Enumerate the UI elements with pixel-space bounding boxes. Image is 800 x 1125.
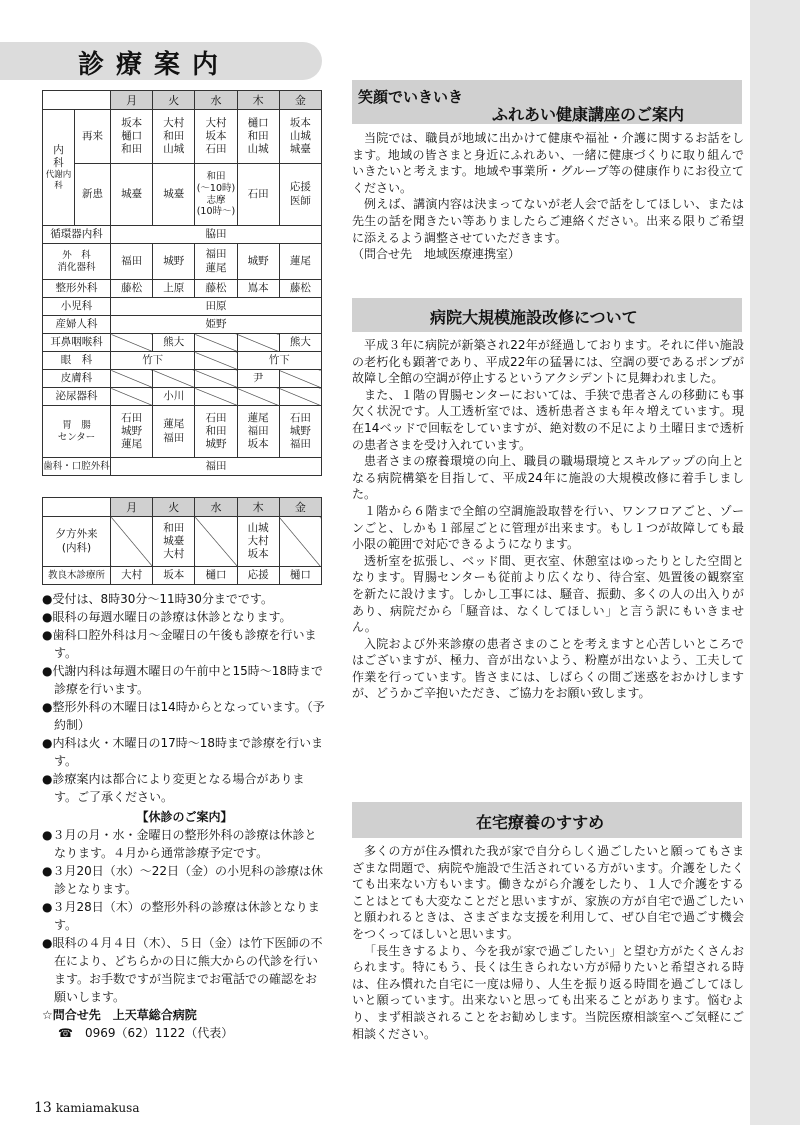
note-item: ●内科は火・木曜日の17時～18時まで診療を行います。 <box>42 736 324 768</box>
schedule-cell: 大村 <box>111 567 153 585</box>
schedule-cell: 石田 城野 福田 <box>279 406 321 458</box>
day-header: 金 <box>279 91 321 110</box>
closed-cell <box>111 370 153 388</box>
row-label: 泌尿器科 <box>43 388 111 406</box>
contact-line: ☆問合せ先 上天草総合病院 <box>42 1008 197 1022</box>
notes-list <box>42 590 327 806</box>
schedule-cell: 石田 <box>237 164 279 226</box>
schedule-cell: 福田 <box>111 244 153 280</box>
shinkan-label: 新患 <box>75 164 111 226</box>
note-item: ●代謝内科は毎週木曜日の午前中と15時～18時まで診療を行います。 <box>42 664 324 696</box>
closed-cell <box>195 334 237 352</box>
naika-main: 内 科 <box>53 143 75 169</box>
note-item: ●受付は、8時30分～11時30分までです。 <box>42 592 273 606</box>
schedule-cell: 大村 和田 山城 <box>153 110 195 164</box>
closed-cell <box>237 388 279 406</box>
article1-contact: （問合せ先 地域医療連携室） <box>352 247 521 262</box>
schedule-cell: 城臺 <box>153 164 195 226</box>
day-header: 水 <box>195 91 237 110</box>
article2-paragraph: 入院および外来診療の患者さまのことを考えますと心苦しいところではございますが、極力、音が出ないよう、粉塵が出ないよう、工夫して作業を行っています。皆さまには、しばらくの間ご迷惑をおかけしますが、どうかご辛抱いただき、ご協力をお願い致します。 <box>352 636 744 701</box>
page-footer <box>34 1100 139 1116</box>
schedule-cell: 蓮尾 福田 坂本 <box>237 406 279 458</box>
schedule-cell: 上原 <box>153 280 195 298</box>
closed-cell <box>111 388 153 406</box>
holiday-item: ●３月の月・水・金曜日の整形外科の診療は休診となります。４月から通常診療予定です。 <box>42 828 317 860</box>
schedule-cell: 石田 城野 蓮尾 <box>111 406 153 458</box>
header-blank <box>43 498 111 517</box>
page-number: 13 <box>34 1100 52 1116</box>
schedule-cell: 山城 大村 坂本 <box>237 517 279 567</box>
holiday-item: ●３月28日（木）の整形外科の診療は休診となります。 <box>42 900 320 932</box>
phone-line: ☎ 0969（62）1122（代表） <box>58 1026 234 1040</box>
day-header: 金 <box>279 498 321 517</box>
schedule-cell: 福田 <box>111 458 322 476</box>
row-label: 整形外科 <box>43 280 111 298</box>
row-label: 眼 科 <box>43 352 111 370</box>
article1-title-line1: 笑顔でいきいき <box>358 88 464 106</box>
schedule-cell: 藤松 <box>111 280 153 298</box>
schedule-cell: 応援 <box>237 567 279 585</box>
article1-paragraph: 当院では、職員が地域に出かけて健康や福祉・介護に関するお話をします。地域の皆さまと身近にふれあい、一緒に健康づくりに取り組んでいきたいと考えます。地域や事業所・グループ等の健康作りにお役立てください。 <box>352 131 744 195</box>
row-label: 外 科 消化器科 <box>43 244 111 280</box>
day-header: 月 <box>111 91 153 110</box>
schedule-cell: 田原 <box>111 298 322 316</box>
schedule-cell: 城野 <box>153 244 195 280</box>
schedule-cell: 脇田 <box>111 226 322 244</box>
closed-cell <box>195 370 237 388</box>
schedule-cell: 大村 坂本 石田 <box>195 110 237 164</box>
evening-schedule-table <box>42 497 322 585</box>
schedule-cell: 姫野 <box>111 316 322 334</box>
schedule-cell: 城野 <box>237 244 279 280</box>
closed-cell <box>237 334 279 352</box>
holiday-item: ●眼科の４月４日（木）、５日（金）は竹下医師の不在により、どちらかの日に熊大からの代診を行います。お手数ですが当院までお電話での確認をお願いします。 <box>42 936 323 1004</box>
schedule-cell: 坂本 山城 城臺 <box>279 110 321 164</box>
schedule-cell: 藤松 <box>195 280 237 298</box>
schedule-cell: 蓮尾 福田 <box>153 406 195 458</box>
closed-cell <box>195 352 237 370</box>
day-header: 月 <box>111 498 153 517</box>
article2-paragraph: 平成３年に病院が新築され22年が経過しております。それに伴い施設の老朽化も顕著であり、平成22年の猛暑には、空調の要であるポンプが故障し全館の空調が停止するというアクシデントに見舞われました。 <box>352 338 744 386</box>
article2-body <box>352 337 744 702</box>
schedule-cell: 樋口 <box>279 567 321 585</box>
closed-cell <box>195 388 237 406</box>
article1-paragraph: 例えば、講演内容は決まってないが老人会で話をしてほしい、または先生の話を聞きたい等ありましたらご連絡ください。出来る限りご希望に添えるよう調整させていただきます。 <box>352 197 744 245</box>
closed-cell <box>111 334 153 352</box>
article2-paragraph: 患者さまの療養環境の向上、職員の職場環境とスキルアップの向上となる病院構築を目指して、平成24年に施設の大規模改修に着手しました。 <box>352 454 744 502</box>
note-item: ●眼科の毎週水曜日の診療は休診となります。 <box>42 610 292 624</box>
schedule-cell: 尹 <box>237 370 279 388</box>
schedule-cell: 竹下 <box>237 352 321 370</box>
schedule-cell: 竹下 <box>111 352 195 370</box>
schedule-cell: 和田 城臺 大村 <box>153 517 195 567</box>
holiday-title: 【休診のご案内】 <box>136 810 233 824</box>
closed-cell <box>279 517 321 567</box>
row-label: 小児科 <box>43 298 111 316</box>
article3-title: 在宅療養のすすめ <box>476 813 605 832</box>
article2-paragraph: １階から６階まで全館の空調施設取替を行い、ワンフロアごと、ゾーンごと、しかも１部屋ごとに管理が出来ます。もし１つが故障しても最小限の範囲で対応できるようになります。 <box>352 503 744 552</box>
article2-title: 病院大規模施設改修について <box>430 308 638 327</box>
row-label: 歯科・口腔外科 <box>43 458 111 476</box>
schedule-cell: 坂本 <box>153 567 195 585</box>
article3-body <box>352 843 744 1042</box>
row-label: 胃 腸 センター <box>43 406 111 458</box>
row-label: 産婦人科 <box>43 316 111 334</box>
kyoraki-label: 教良木診療所 <box>43 567 111 585</box>
schedule-cell: 藤松 <box>279 280 321 298</box>
note-item: ●診療案内は都合により変更となる場合があります。ご了承ください。 <box>42 772 305 804</box>
article3-paragraph: 「長生きするより、今を我が家で過ごしたい」と望む方がたくさんおられます。特にもう、長くは生きられない方が帰りたいと希望される時は、住み慣れた自宅に一度は帰り、人生を振り返る時間を過ごしてほしいと願っています。出来ないと思っても出来ることがあります。悩むより、まず相談されることをお勧めします。当院医療相談室へご気軽にご相談ください。 <box>352 943 744 1041</box>
header-blank <box>43 91 111 110</box>
schedule-cell: 嶌本 <box>237 280 279 298</box>
closed-cell <box>195 517 237 567</box>
article1-body <box>352 130 744 263</box>
schedule-cell: 福田 蓮尾 <box>195 244 237 280</box>
schedule-cell: 熊大 <box>153 334 195 352</box>
closed-cell <box>111 517 153 567</box>
holiday-list <box>42 826 327 1006</box>
day-header: 水 <box>195 498 237 517</box>
schedule-cell: 和田 (～10時) 志摩 (10時～) <box>195 164 237 226</box>
yugata-label: 夕方外来 (内科) <box>43 517 111 567</box>
article2-paragraph: 透析室を拡張し、ベッド間、更衣室、休憩室はゆったりとした空間となります。胃腸センターも従前より広くなり、待合室、処置後の観察室を新たに設けます。しかし工事には、騒音、振動、多くの人の出入りがあり、病院だから「騒音は、なくしてほしい」と言う訳にもいきません。 <box>352 553 744 635</box>
saishin-label: 再来 <box>75 110 111 164</box>
magazine-name: kamiamakusa <box>55 1101 140 1115</box>
day-header: 木 <box>237 498 279 517</box>
taisha-label: 代謝内科 <box>45 170 72 191</box>
row-label: 皮膚科 <box>43 370 111 388</box>
article2-title-band <box>352 298 742 332</box>
naika-label <box>43 110 75 226</box>
schedule-cell: 熊大 <box>279 334 321 352</box>
note-item: ●歯科口腔外科は月～金曜日の午後も診療を行います。 <box>42 628 317 660</box>
schedule-cell: 樋口 和田 山城 <box>237 110 279 164</box>
day-header: 火 <box>153 498 195 517</box>
holiday-item: ●３月20日（水）～22日（金）の小児科の診療は休診となります。 <box>42 864 324 896</box>
row-label: 耳鼻咽喉科 <box>43 334 111 352</box>
schedule-cell: 蓮尾 <box>279 244 321 280</box>
note-item: ●整形外科の木曜日は14時からとなっています。（予約制） <box>42 700 325 732</box>
article3-paragraph: 多くの方が住み慣れた我が家で自分らしく過ごしたいと願ってもさまざまな問題で、病院や施設で生活されている方がいます。介護をしたくても出来ない方もいます。働きながら介護をしたり、１人で介護をすることはとても大変なことだと思いますが、家族の方が自宅で過ごしたいと願われるときは、さまざまな支援を利用して、ぜひ自宅で過ごす機会をつくってほしいと思います。 <box>352 844 744 941</box>
closed-cell <box>153 370 195 388</box>
article3-title-band <box>352 802 742 838</box>
article1-title-band <box>352 80 742 124</box>
schedule-cell: 応援 医師 <box>279 164 321 226</box>
article2-paragraph: また、１階の胃腸センターにおいては、手狭で患者さんの移動にも事欠く状況です。人工透析室では、透析患者さまも年々増えています。現在14ベッドで回転をしていますが、絶対数の不足により土曜日まで透析の患者さまを受け入れています。 <box>352 387 744 452</box>
schedule-cell: 樋口 <box>195 567 237 585</box>
schedule-cell: 小川 <box>153 388 195 406</box>
schedule-cell: 石田 和田 城野 <box>195 406 237 458</box>
schedule-cell: 城臺 <box>111 164 153 226</box>
row-label: 循環器内科 <box>43 226 111 244</box>
page-title: 診療案内 <box>78 50 231 80</box>
schedule-table <box>42 90 322 476</box>
day-header: 火 <box>153 91 195 110</box>
day-header: 木 <box>237 91 279 110</box>
closed-cell <box>279 370 321 388</box>
article1-title-line2: ふれあい健康講座のご案内 <box>492 105 685 124</box>
schedule-cell: 坂本 樋口 和田 <box>111 110 153 164</box>
notes-section <box>42 590 327 1042</box>
closed-cell <box>279 388 321 406</box>
